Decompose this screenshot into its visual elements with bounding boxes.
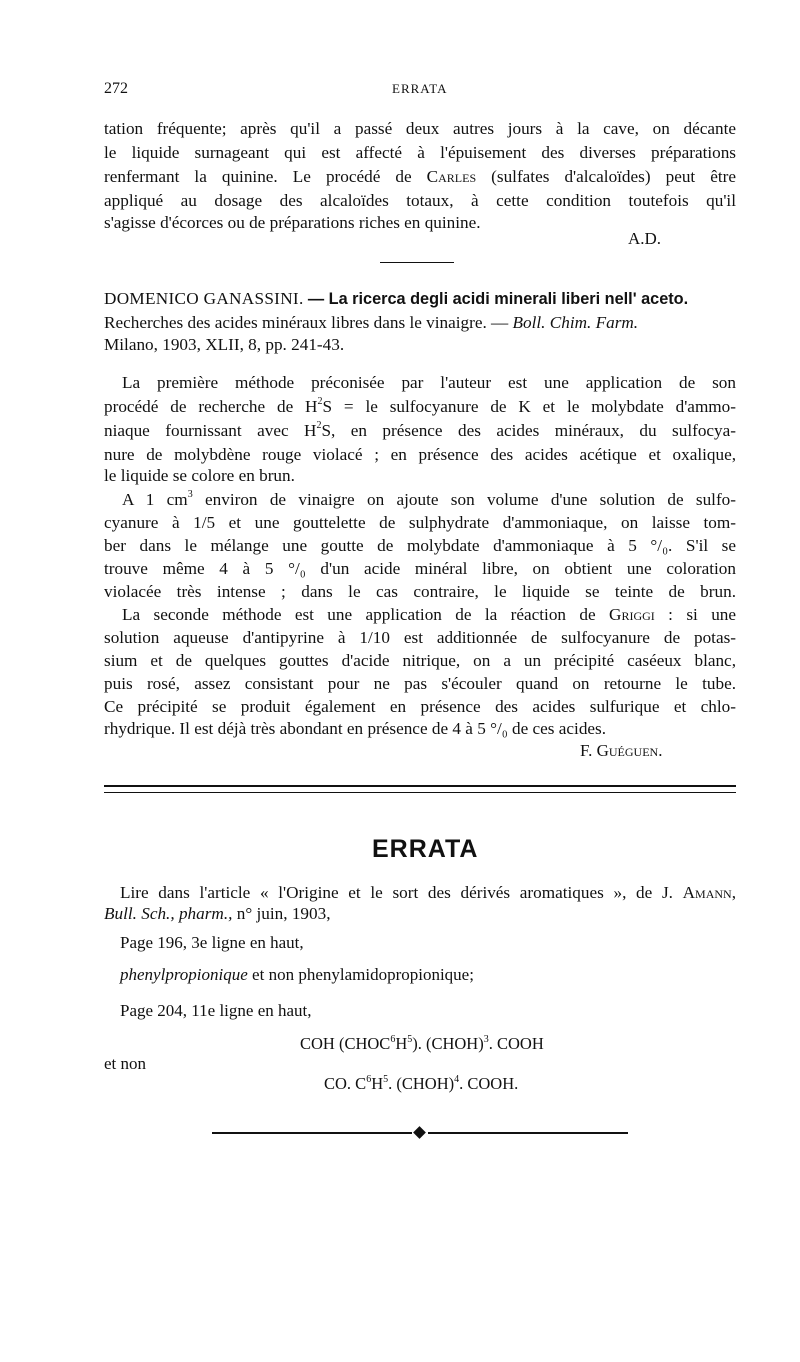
ornament-rule-right: [428, 1132, 628, 1134]
review-body-line-3-b: S, en présence des acides minéraux, du sulfocya-: [321, 421, 737, 440]
formula1-part-d: . COOH: [488, 1034, 544, 1053]
formula1-sup5: 5: [407, 1033, 413, 1045]
errata-intro-author: Amann,: [682, 883, 737, 902]
review-citation: Milano, 1903, XLII, 8, pp. 241-43.: [104, 335, 345, 354]
review-body-line-13: sium et de quelques gouttes d'acide nitrique, on a un précipité caséeux blanc,: [104, 651, 736, 670]
ornament-rule-left: [212, 1132, 412, 1134]
review-body-line-12: solution aqueuse d'antipyrine à 1/10 est additionnée de sulfocyanure de potas-: [104, 628, 736, 647]
errata-item1-correction: [120, 965, 474, 985]
review-body-line-6-b: environ de vinaigre on ajoute son volume d'une solution de sulfo-: [205, 490, 736, 509]
review-body-line-14: puis rosé, assez consistant pour ne pas s'écouler quand on retourne le tube.: [104, 674, 736, 693]
review-body-line-11-b: : si une: [668, 605, 737, 624]
formula1-part-a: COH (CHOC: [300, 1034, 391, 1053]
formula2-sup5: 5: [383, 1073, 389, 1085]
errata-heading: ERRATA: [372, 835, 479, 863]
review-signature-name: Guéguen.: [596, 741, 663, 760]
review-body-line-10: violacée très intense ; dans le cas contraire, le liquide se teinte de brun.: [104, 582, 736, 601]
review-body-line-6: [104, 489, 736, 511]
errata-item1-location: Page 196, 3e ligne en haut,: [120, 933, 304, 952]
review-body-line-2-a: procédé de recherche de H: [104, 397, 318, 416]
carryover-line-2: le liquide surnageant qui est affecté à l'épuisement des diverses préparations: [104, 143, 736, 162]
carryover-signature: A.D.: [628, 229, 662, 248]
superscript-2: 2: [317, 396, 323, 408]
review-body-line-2: [104, 396, 736, 418]
author-griggi: Griggi: [609, 605, 655, 624]
review-body-line-1: La première méthode préconisée par l'auteur est une application de son: [122, 373, 736, 392]
review-author: DOMENICO GANASSINI.: [104, 289, 304, 308]
formula-correct: [300, 1034, 544, 1054]
carryover-line-5: s'agisse d'écorces ou de préparations riches en quinine.: [104, 213, 481, 232]
carryover-line-1: tation fréquente; après qu'il a passé deux autres jours à la cave, on décante: [104, 119, 736, 138]
formula1-part-c: ). (CHOH): [412, 1034, 484, 1053]
review-signature: [580, 741, 662, 761]
review-body-line-2-b: S = le sulfocyanure de K et le molybdate d'ammo-: [322, 397, 736, 416]
carryover-line-3: [104, 166, 736, 188]
errata-item2-location: Page 204, 11e ligne en haut,: [120, 1001, 312, 1020]
review-body-line-16: rhydrique. Il est déjà très abondant en présence de 4 à 5 °/₀ de ces acides.: [104, 719, 607, 738]
carryover-line-3-a: Le procédé de: [292, 167, 412, 186]
review-journal: Boll. Chim. Farm.: [512, 313, 639, 332]
errata-intro-text: Lire dans l'article « l'Origine et le sort des dérivés aromatiques », de J.: [120, 883, 673, 902]
formula2-part-b: H: [371, 1074, 384, 1093]
formula-incorrect: [324, 1074, 518, 1094]
author-carles: Carles: [426, 167, 477, 186]
review-title: — La ricerca degli acidi minerali liberi nell' aceto.: [307, 290, 689, 308]
review-body-line-11-a: La seconde méthode est une application de la réaction de: [122, 605, 596, 624]
review-body-line-3: [104, 420, 736, 442]
double-rule-bottom: [104, 792, 736, 793]
short-divider: [380, 262, 454, 263]
review-body-line-11: [104, 604, 736, 626]
formula2-sup4: 4: [454, 1073, 460, 1085]
review-signature-initial: F.: [580, 741, 593, 760]
superscript-3: 3: [187, 489, 193, 501]
review-body-line-5: le liquide se colore en brun.: [104, 466, 295, 485]
review-body-line-7: cyanure à 1/5 et une gouttelette de sulphydrate d'ammoniaque, on laisse tom-: [104, 513, 736, 532]
formula2-part-d: . COOH.: [459, 1074, 519, 1093]
errata-intro-date: n° juin, 1903,: [236, 904, 331, 923]
formula1-sup6: 6: [390, 1033, 396, 1045]
review-body-line-9: trouve même 4 à 5 °/₀ d'un acide minéral libre, on obtient une coloration: [104, 559, 736, 578]
carryover-line-4: appliqué au dosage des alcaloïdes totaux, à cette condition toutefois qu'il: [104, 191, 736, 210]
page-number: 272: [104, 80, 128, 97]
errata-et-non: et non: [104, 1054, 147, 1073]
errata-intro-line-2: [104, 903, 736, 925]
review-body-line-6-a: A 1 cm: [122, 490, 188, 509]
review-body-line-3-a: niaque fournissant avec H: [104, 421, 317, 440]
formula2-sup6: 6: [366, 1073, 372, 1085]
errata-item1-rest: et non phenylamidopropionique;: [252, 965, 474, 984]
review-body-line-4: nure de molybdène rouge violacé ; en présence des acides acétique et oxalique,: [104, 445, 736, 464]
errata-intro-line-1: [104, 882, 736, 904]
formula2-part-a: CO. C: [324, 1074, 367, 1093]
running-title: ERRATA: [392, 81, 448, 96]
review-heading-line-2: [104, 312, 736, 334]
formula1-sup3: 3: [483, 1033, 489, 1045]
errata-item1-correct-term: phenylpropionique: [120, 965, 248, 984]
double-rule-top: [104, 785, 736, 787]
carryover-line-3-b: (sulfates d'alcaloïdes) peut être: [491, 167, 736, 186]
review-body-line-8: ber dans le mélange une goutte de molybdate d'ammoniaque à 5 °/₀. S'il se: [104, 536, 736, 555]
formula2-part-c: . (CHOH): [388, 1074, 455, 1093]
formula1-part-b: H: [395, 1034, 408, 1053]
review-body-line-15: Ce précipité se produit également en présence des acides sulfurique et chlo-: [104, 697, 736, 716]
superscript-2b: 2: [316, 420, 322, 432]
errata-intro-journal: Bull. Sch., pharm.,: [104, 904, 233, 923]
review-subtitle: Recherches des acides minéraux libres dans le vinaigre. —: [104, 313, 509, 332]
ornament-diamond: [413, 1126, 426, 1139]
review-heading-line-1: [104, 288, 736, 310]
carryover-line-3-start: renfermant la quinine.: [104, 167, 278, 186]
